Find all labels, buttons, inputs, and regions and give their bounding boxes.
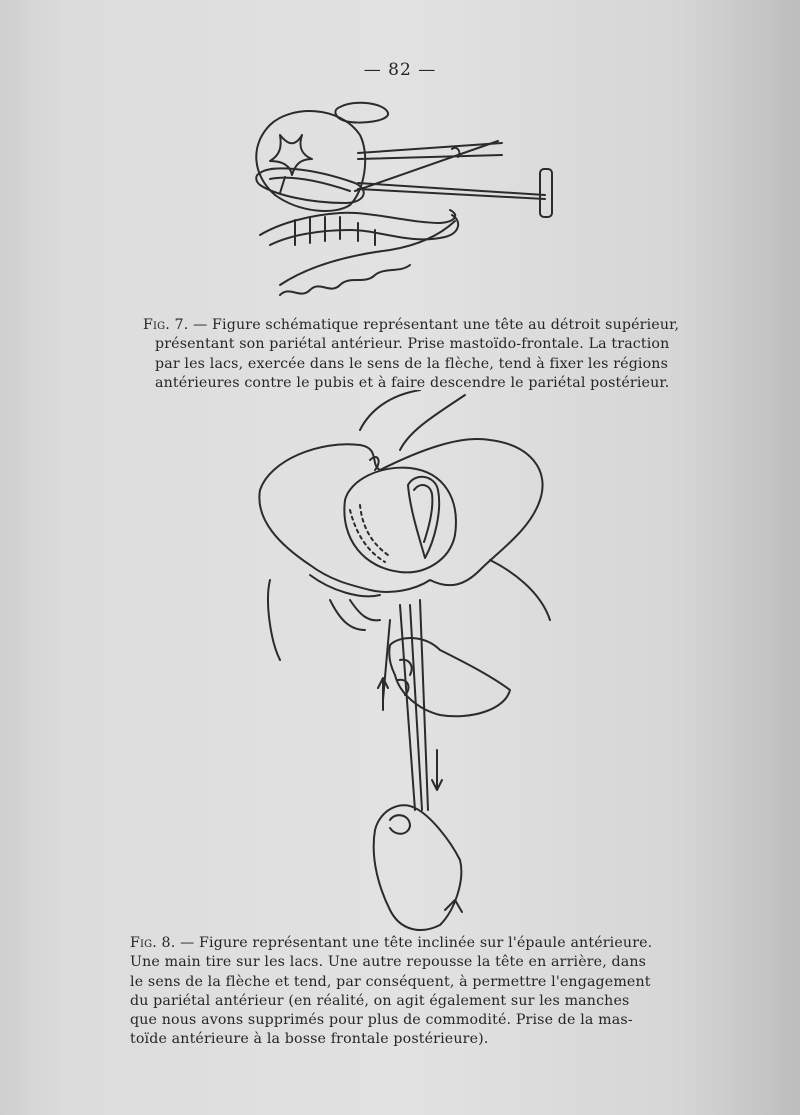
caption-line: — Figure représentant une tête inclinée sur l'épaule antérieure.: [180, 935, 653, 951]
figure-7-illustration: [240, 95, 580, 305]
traction-handle: [540, 169, 552, 217]
caption-line: présentant son pariétal antérieur. Prise mastoïdo-frontale. La traction: [155, 336, 670, 353]
page-number: — 82 —: [363, 60, 437, 80]
caption-line: toïde antérieure à la bosse frontale postérieure).: [130, 1031, 489, 1048]
perineum-wave: [280, 265, 410, 295]
caption-line: le sens de la flèche et tend, par conséquent, à permettre l'engagement: [130, 973, 651, 990]
figure-8-caption: [130, 934, 652, 1050]
caption-line: — Figure schématique représentant une tête au détroit supérieur,: [193, 317, 680, 333]
figure-8-illustration: [250, 390, 570, 935]
caption-line: que nous avons supprimés pour plus de commodité. Prise de la mas-: [130, 1012, 633, 1029]
lace-loop: [256, 168, 363, 203]
pulling-hand: [374, 805, 462, 930]
fetal-head: [344, 468, 456, 573]
caption-line: par les lacs, exercée dans le sens de la flèche, tend à fixer les régions: [155, 355, 669, 372]
caption-line: Une main tire sur les lacs. Une autre repousse la tête en arrière, dans: [130, 954, 647, 971]
arrow-up: [378, 678, 388, 710]
figure-8-label: Fig. 8.: [130, 935, 176, 951]
caption-line: antérieures contre le pubis et à faire descendre le pariétal postérieur.: [155, 374, 670, 391]
arrow-down: [432, 750, 442, 790]
figure-7-label: Fig. 7.: [143, 317, 189, 333]
lace-loop: [408, 477, 439, 558]
figure-7-caption: [143, 316, 680, 393]
pelvis-outline: [259, 439, 542, 592]
fetal-shoulder: [360, 390, 420, 430]
caption-line: du pariétal antérieur (en réalité, on agit également sur les manches: [130, 992, 630, 1009]
